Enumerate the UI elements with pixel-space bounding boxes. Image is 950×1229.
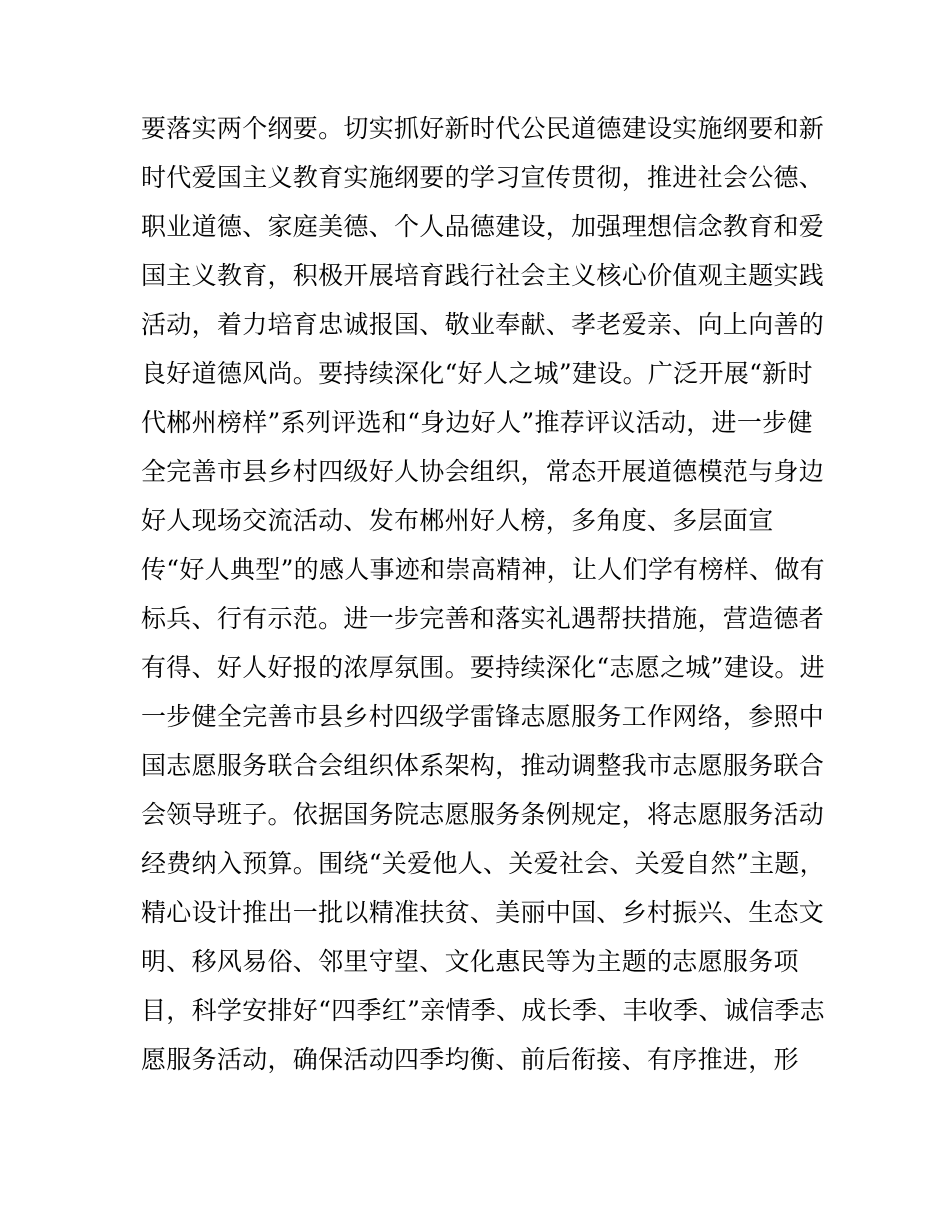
text-line: 时代爱国主义教育实施纲要的学习宣传贯彻，推进社会公德、 (141, 163, 825, 192)
text-line: 活动，着力培育忠诚报国、敬业奉献、孝老爱亲、向上向善的 (141, 310, 825, 339)
text-line: 传“好人典型”的感人事迹和崇高精神，让人们学有榜样、做有 (141, 555, 825, 584)
text-line: 国志愿服务联合会组织体系架构，推动调整我市志愿服务联合 (141, 751, 825, 780)
text-line: 全完善市县乡村四级好人协会组织，常态开展道德模范与身边 (141, 457, 825, 486)
text-line: 职业道德、家庭美德、个人品德建设，加强理想信念教育和爱 (141, 212, 825, 241)
text-line: 经费纳入预算。围绕“关爱他人、关爱社会、关爱自然”主题， (141, 849, 825, 878)
text-line: 目，科学安排好“四季红”亲情季、成长季、丰收季、诚信季志 (141, 996, 825, 1025)
text-line: 愿服务活动，确保活动四季均衡、前后衔接、有序推进，形 (141, 1045, 799, 1074)
body-text (141, 104, 825, 1084)
text-line: 要落实两个纲要。切实抓好新时代公民道德建设实施纲要和新 (141, 114, 825, 143)
text-line: 一步健全完善市县乡村四级学雷锋志愿服务工作网络，参照中 (141, 702, 825, 731)
text-line: 会领导班子。依据国务院志愿服务条例规定，将志愿服务活动 (141, 800, 825, 829)
text-line: 良好道德风尚。要持续深化“好人之城”建设。广泛开展“新时 (141, 359, 813, 388)
text-line: 代郴州榜样”系列评选和“身边好人”推荐评议活动，进一步健 (141, 408, 813, 437)
text-line: 标兵、行有示范。进一步完善和落实礼遇帮扶措施，营造德者 (141, 604, 825, 633)
text-line: 国主义教育，积极开展培育践行社会主义核心价值观主题实践 (141, 261, 825, 290)
text-line: 明、移风易俗、邻里守望、文化惠民等为主题的志愿服务项 (141, 947, 799, 976)
text-line: 精心设计推出一批以精准扶贫、美丽中国、乡村振兴、生态文 (141, 898, 825, 927)
text-line: 好人现场交流活动、发布郴州好人榜，多角度、多层面宣 (141, 506, 774, 535)
text-line: 有得、好人好报的浓厚氛围。要持续深化“志愿之城”建设。进 (141, 653, 825, 682)
